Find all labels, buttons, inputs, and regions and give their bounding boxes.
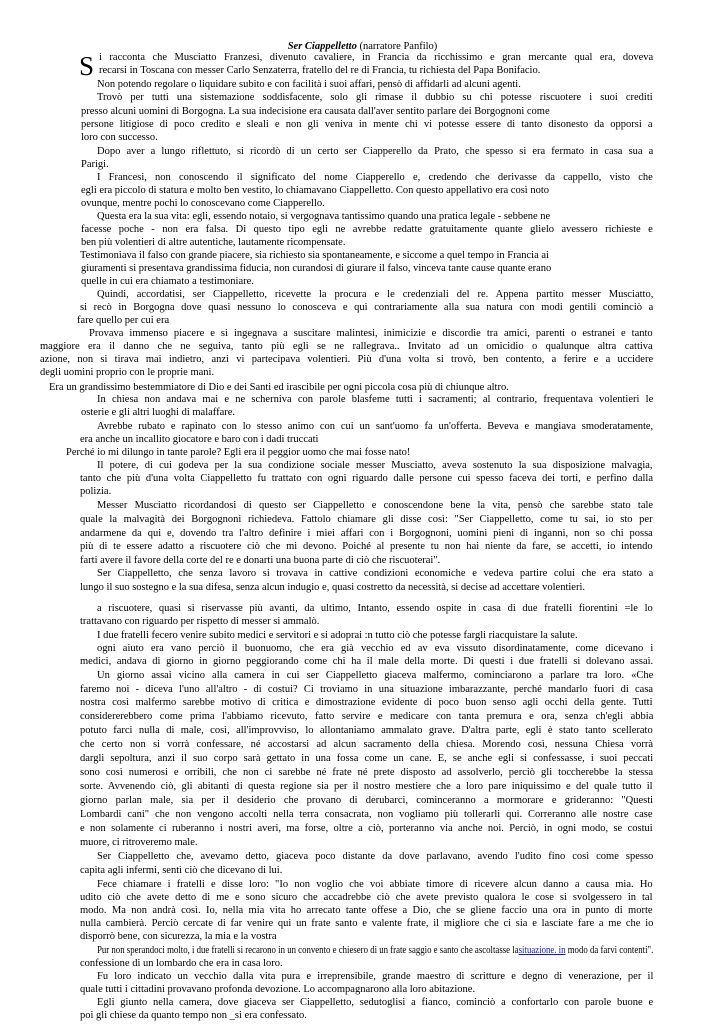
text-line <box>81 276 254 288</box>
line-text: persone litigiose di poco credito e sleali e non gli veniva in mente chi vi potesse essere di tanto disonesto da opporsi a <box>81 119 653 130</box>
line-text: presso alcuni uomini di Borgogna. La sua indecisione era causata dall'aver sentito parlare dei Borgognoni come <box>81 106 550 117</box>
inline-link[interactable]: situazione. in <box>518 945 566 956</box>
line-text: più di te essere adatto a riscuotere ciò che mi devono. Poiché al presente tu non hai niente da fare, se accetti, io intendo <box>80 541 653 552</box>
text-line <box>81 159 109 171</box>
text-line <box>80 616 319 628</box>
text-line <box>81 198 325 210</box>
line-text: Ser Ciappelletto che, avevamo detto, giaceva poco distante da dove parlavano, avendo l'udito fino così come spesso <box>97 851 654 862</box>
line-text: ogni aiuto era vano perciò il buonuomo, che era già vecchio ed av eva vissuto disordinatamente, come dicevano i <box>97 643 654 654</box>
text-line <box>80 739 653 751</box>
line-text: poi gli chiese da quanto tempo non <box>80 1010 230 1021</box>
text-line <box>80 931 277 943</box>
text-line <box>81 132 158 144</box>
line-text: a riscuotere, quasi si riservasse più avanti, da ultimo, Intanto, essendo ospite in casa di due fratelli fiorentini =le lo <box>97 603 653 614</box>
line-text: Parigi. <box>81 159 109 170</box>
line-text: sorte. Avvenendo ciò, gli abitanti di questa regione sia per il nostro mestiere che a loro pare iniquissimo e del quale tutto il <box>80 781 653 792</box>
line-text: Questa era la sua vita: egli, essendo notaio, si vergognava tantissimo quando una pratica legale - sebbene ne <box>97 211 551 222</box>
text-line <box>97 945 653 957</box>
line-text: Lombardi cani" che non vengono accolti nella terra consacrata, non vogliamo più tollerarli qui. Correranno alle nostre case <box>80 809 653 820</box>
text-line <box>97 289 653 301</box>
text-line <box>80 541 653 553</box>
line-text: Un giorno assai vicino alla camera in cui ser Ciappelletto giaceva malfermo, cominciarono a parlare tra loro. «Che <box>97 670 654 681</box>
text-line <box>81 263 551 275</box>
line-text: ovunque, mentre pochi lo conoscevano come Ciapperello. <box>81 198 325 209</box>
line-text: In chiesa non andava mai e ne scherniva con parole blasfeme tutti i sacramenti; al contrario, frequentava volentieri le <box>97 394 654 405</box>
line-text: farti avere il favore della corte del re e donarti una buona parte di ciò che riscuoterai". <box>80 555 441 566</box>
line-text: capita agli infermi, sentì ciò che dicevano di lui. <box>80 865 283 876</box>
text-line <box>97 971 653 983</box>
text-line <box>80 984 475 996</box>
text-line <box>81 119 653 131</box>
text-line <box>97 394 653 406</box>
line-text: azione, non si tirava mai indietro, anzi vi partecipava volentieri. Più d'una volta si trovò, ben contento, a ferire e a uccidere <box>40 354 654 365</box>
line-text: Avrebbe rubato e rapinato con lo stesso animo con cui un sant'uomo fa un'offerta. Beveva e mangiava smoderatamente, <box>97 421 654 432</box>
line-text: sono così numerosi e orribili, che non ci sarebbe né frate né prete disposto ad assolverlo, perciò gli toccherebbe la stessa <box>80 767 653 778</box>
text-line <box>97 670 653 682</box>
text-line <box>81 407 235 419</box>
text-line <box>80 725 653 737</box>
line-text-tail: modo da farvi contenti". <box>565 945 654 956</box>
text-line <box>80 781 653 793</box>
line-text: Perché io mi dilungo in tante parole? Egli era il peggior uomo che mai fosse nato! <box>66 447 411 458</box>
text-line <box>97 79 521 91</box>
line-text: Il potere, di cui godeva per la sua condizione sociale messer Musciatto, aveva sostenuto la sua disposizione malvagia, <box>97 460 653 471</box>
line-text: potuto farci nulla di male, così, all'improvviso, lo allontaniamo ammalato grave. D'altra parte, egli è stato tanto scellerato <box>80 725 653 736</box>
text-line <box>80 837 198 849</box>
line-text: Dopo aver a lungo riflettuto, si ricordò di un certo ser Ciapperello da Prato, che spesso si era fermato in casa sua a <box>97 146 654 157</box>
text-line <box>80 865 282 877</box>
line-text: degli uomini proprio con le proprie mani. <box>40 367 215 378</box>
line-text: medici, andava di giorno in giorno peggiorando come chi ha il male della morte. Di questi i due fratelli si dolevano assai. <box>80 656 654 667</box>
text-line <box>80 473 653 485</box>
text-line <box>97 460 653 472</box>
line-text: e non solamente ci ruberanno i nostri averi, ma forse, oltre a ciò, porteranno via anche noi. Perciò, in ogni modo, se costui <box>80 823 653 834</box>
line-text: Quindi, accordatisi, ser Ciappelletto, ricevette la procura e le credenziali del re. Appena partito messer Musciatto, <box>97 289 654 300</box>
text-line <box>97 421 653 433</box>
text-line <box>97 630 578 642</box>
text-line <box>97 92 653 104</box>
line-text: trattavano con riguardo per rispetto di messer si ammalò. <box>80 616 320 627</box>
text-line <box>97 879 653 891</box>
line-text: ben più volentieri di altre autentiche, lautamente ricompensate. <box>81 237 346 248</box>
text-line <box>80 823 653 835</box>
line-text: Non potendo regolare o liquidare subito e con facilità i suoi affari, pensò di affidarli ad alcuni agenti. <box>97 79 521 90</box>
text-line <box>80 528 653 540</box>
text-line <box>80 892 652 904</box>
text-line <box>97 997 653 1009</box>
text-line <box>99 52 653 64</box>
text-line <box>49 382 509 394</box>
text-line <box>81 237 345 249</box>
text-line <box>80 555 440 567</box>
text-line <box>80 918 653 930</box>
line-text: dargli sepoltura, anzi il suo corpo sarà gettato in una fossa come un cane. E, se anche egli si confessasse, i suoi peccati <box>80 753 654 764</box>
text-line <box>80 795 653 807</box>
text-line <box>81 185 549 197</box>
text-line <box>40 367 214 379</box>
line-text: quale la malvagità dei Borgognoni richiedeva. Fattolo chiamare gli disse così: "Ser Ciappelletto, come tu sai, io sto per <box>80 514 653 525</box>
line-text: Fece chiamare i fratelli e disse loro: "Io non voglio che voi abbiate timore di ricevere alcun danno a causa mia. Ho <box>97 879 653 890</box>
text-line <box>80 905 653 917</box>
text-line <box>80 1010 307 1022</box>
line-text: confessione di un lombardo che era in casa loro. <box>80 958 283 969</box>
line-text: considererebbero come prima l'abbiamo ricevuto, fatto servire e medicare con tanta premura e ora, senza ch'egli abbia <box>80 711 654 722</box>
text-line <box>80 656 653 668</box>
text-line <box>80 302 653 314</box>
line-text: I Francesi, non conoscendo il significato del nome Ciapperello e, credendo che derivasse da cappello, visto che <box>97 172 653 183</box>
line-text: Pur non sperandoci molto, i due fratelli si recarono in un convento e chiesero di un frate saggio e santo che ascoltasse la <box>97 945 519 956</box>
text-line <box>80 767 653 779</box>
line-text: i racconta che Musciatto Franzesi, divenuto cavaliere, in Francia da ricchissimo e gran mercante qual era, doveva <box>99 52 654 63</box>
line-text: Provava immenso piacere e si ingegnava a suscitare malintesi, inimicizie e discordie tra amici, parenti o estranei e tanto <box>89 328 653 339</box>
line-text: faremo noi - diceva l'uno all'altro - di costui? Ci troviamo in una situazione imbarazzante, perché mandarlo fuori di casa <box>80 684 654 695</box>
text-line <box>80 697 653 709</box>
title-narrator: (narratore Panfilo) <box>356 41 438 52</box>
line-text: nulla cambierà. Perciò cercate di far venire qui un frate santo e valente frate, il migliore che ci sia e lasciate fare a me che io <box>80 918 654 929</box>
underlined-word: _si <box>229 1010 242 1021</box>
line-text: recarsi in Toscana con messer Carlo Senzaterra, fratello del re di Francia, tu richiesta del Papa Bonifacio. <box>99 65 541 76</box>
line-text: che certo non si vorrà confessare, né accostarsi ad alcun sacramento della chiesa. Morendo così, nessuna Chiesa vorrà <box>80 739 654 750</box>
line-text: Messer Musciatto ricordandosi di questo ser Ciappelletto e conoscendone bene la vita, pensò che sarebbe stato tale <box>97 500 654 511</box>
text-line <box>80 809 652 821</box>
line-text: I due fratelli fecero venire subito medici e servitori e si adoprai :n tutto ciò che potesse fargli riacquistare la salute. <box>97 630 578 641</box>
drop-cap: S <box>79 51 95 81</box>
line-text-tail: era confessato. <box>241 1010 307 1021</box>
text-line <box>80 582 585 594</box>
line-text: modo. Ma non andrà così. Io, nella mia vita ho arrecato tante offese a Dio, che se gliene faccio una ora in punto di morte <box>80 905 653 916</box>
title-main: Ser Ciappelletto <box>287 41 357 52</box>
line-text: era anche un incallito giocatore e baro con i dadi truccati <box>80 434 319 445</box>
text-line <box>80 250 549 262</box>
text-line <box>89 328 653 340</box>
line-text: nostra così malfermo sarebbe motivo di critica e dimostrazione evidente di poco buon senso agli occhi della gente. Tutti <box>80 697 653 708</box>
text-line <box>80 753 653 765</box>
line-text: si recò in Borgogna dove quasi nessuno lo conosceva e qui contrariamente alla sua natura con modi gentili cominciò a <box>80 302 654 313</box>
line-text: osterie e gli altri luoghi di malaffare. <box>81 407 236 418</box>
text-line <box>80 486 111 498</box>
line-text: Trovò per tutti una sistemazione soddisfacente, solo gli rimase il dubbio su chi potesse riscuotere i suoi crediti <box>97 92 653 103</box>
line-text: muore, ci ritroveremo male. <box>80 837 198 848</box>
line-text: maggiore era il danno che ne seguiva, tanto più egli se ne rallegrava.. Invitato ad un omicidio o qualunque altra cattiva <box>40 341 653 352</box>
line-text: facesse poche - non era falsa. Di questo tipo egli ne avrebbe redatte gratuitamente quante glielo avessero richieste e <box>81 224 653 235</box>
line-text: quale tutti i cittadini provavano profonda devozione. Lo accompagnarono alla loro abitazione. <box>80 984 476 995</box>
text-line <box>81 106 550 118</box>
line-text: andarmene da qui e, dovendo tra l'altro definire i miei affari con i Borgognoni, uomini pieni di inganni, non so chi possa <box>80 528 653 539</box>
text-line <box>80 434 318 446</box>
line-text: disporrò bene, con sicurezza, la mia e la vostra <box>80 931 277 942</box>
line-text: tanto che più d'una volta Ciappelletto fu trattato con ogni riguardo dalle persone cui spesso faceva dei torti, e perfino dalla <box>80 473 654 484</box>
line-text: loro con successo. <box>81 132 158 143</box>
line-text: giorno parlan male, sia per il desiderio che provano di derubarci, cominceranno a mormorare e grideranno: "Questi <box>80 795 654 806</box>
text-line <box>80 684 653 696</box>
text-line <box>97 568 653 580</box>
text-line <box>40 354 653 366</box>
text-line <box>81 224 653 236</box>
text-line <box>80 711 653 723</box>
text-line <box>97 851 653 863</box>
text-line <box>77 315 169 327</box>
text-line <box>97 500 653 512</box>
line-text: quelle in cui era chiamato a testimoniare. <box>81 276 254 287</box>
text-line <box>66 447 410 459</box>
text-line <box>80 514 653 526</box>
line-text: Era un grandissimo bestemmiatore di Dio e dei Santi ed irascibile per ogni piccola cosa più di chiunque altro. <box>49 382 509 393</box>
line-text: Ser Ciappelletto, che senza lavoro si trovava in cattive condizioni economiche e vedeva partire colui che era stato a <box>97 568 654 579</box>
line-text: egli era piccolo di statura e molto ben vestito, lo chiamavano Ciappelletto. Con questo appellativo era così noto <box>81 185 549 196</box>
text-line <box>97 603 653 615</box>
line-text: Egli giunto nella camera, dove giaceva ser Ciappelletto, sedutoglisi a fianco, cominciò a confortarlo con parole buone e <box>97 997 654 1008</box>
line-text: lungo il suo sostegno e la sua difesa, senza alcun indugio e, quasi costretto da necessità, si decise ad accettare volentieri. <box>80 582 585 593</box>
text-line <box>99 65 540 77</box>
text-line <box>97 643 653 655</box>
line-text: giuramenti si presentava grandissima fiducia, non curandosi di giurare il falso, vinceva tante cause quante erano <box>81 263 552 274</box>
text-line <box>97 146 653 158</box>
line-text: fare quello per cui era <box>77 315 170 326</box>
text-line <box>80 958 283 970</box>
text-line <box>97 172 653 184</box>
text-line <box>97 211 550 223</box>
line-text: Testimoniava il falso con grande piacere, sia richiesto sia spontaneamente, e siccome a quel tempo in Francia ai <box>80 250 549 261</box>
line-text: polizia. <box>80 486 112 497</box>
line-text: udito ciò che avete detto di me e sono sicuro che accadrebbe ciò che avete previsto qualora le cose si svolgessero in tal <box>80 892 653 903</box>
line-text: Fu loro indicato un vecchio dalla vita pura e irreprensibile, grande maestro di scritture e degno di venerazione, per il <box>97 971 654 982</box>
text-line <box>40 341 653 353</box>
